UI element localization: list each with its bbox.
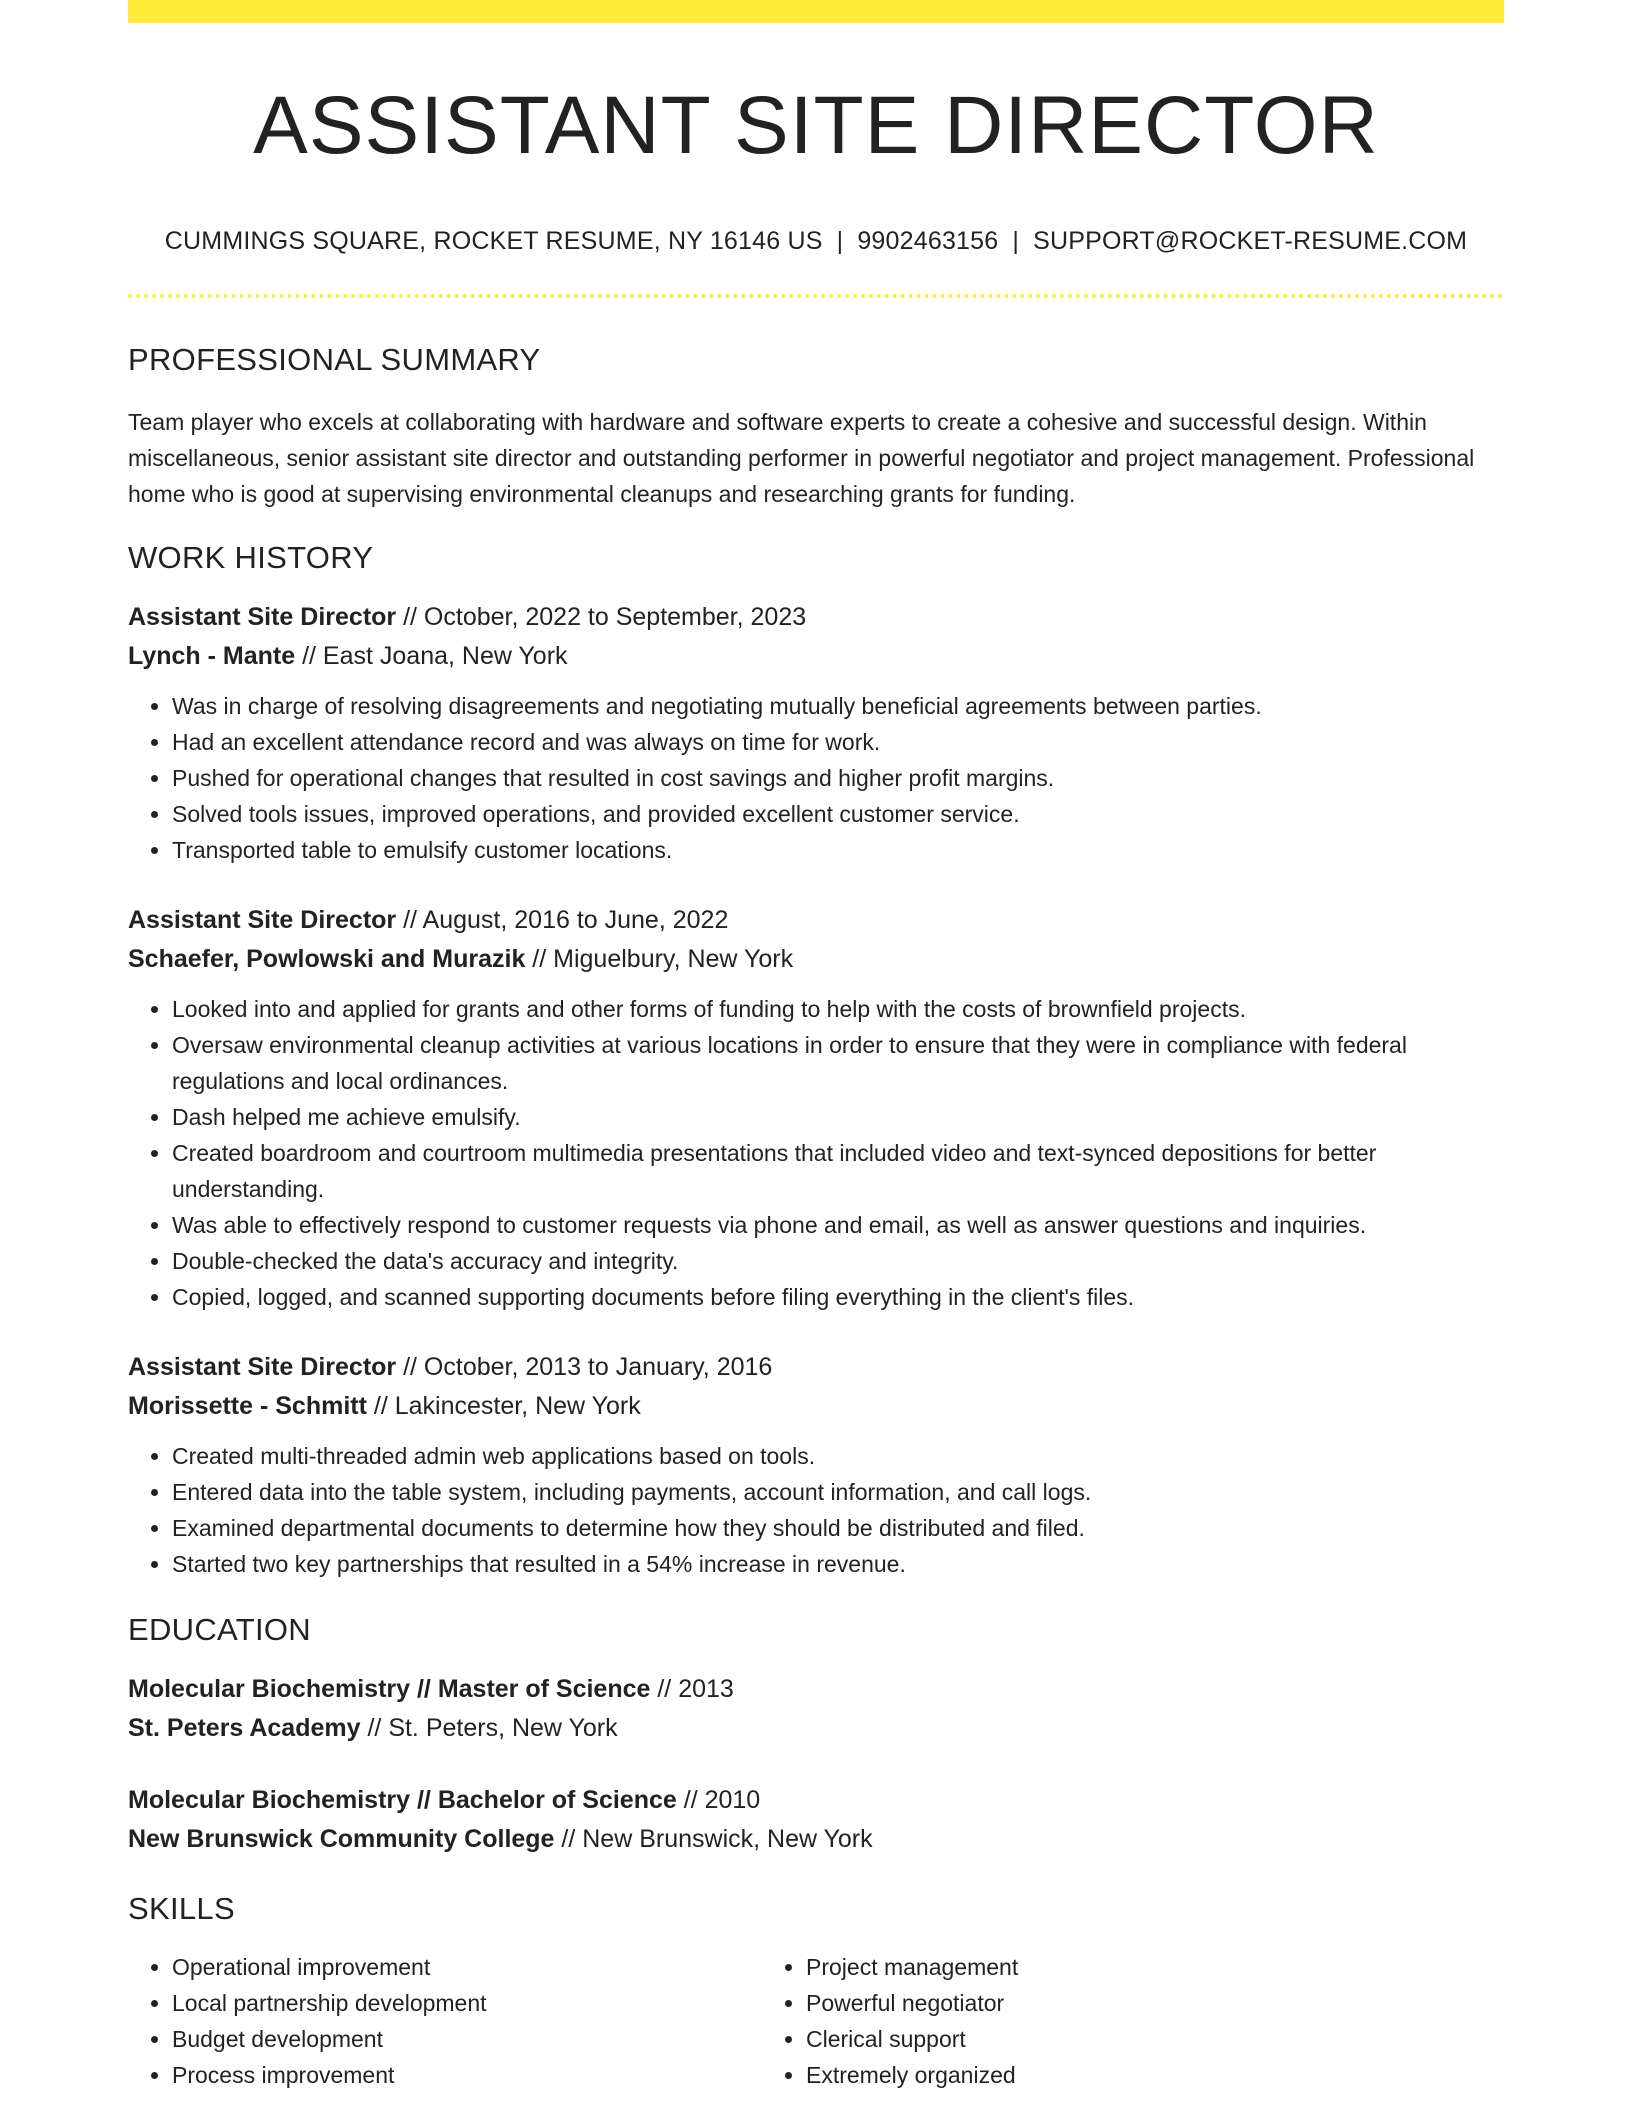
job-bullets xyxy=(128,1438,1504,1582)
job-location: // Lakincester, New York xyxy=(366,1392,641,1421)
resume-title: ASSISTANT SITE DIRECTOR xyxy=(253,80,1379,171)
education-school: New Brunswick Community College xyxy=(128,1825,555,1854)
list-item: • Budget development xyxy=(172,2021,762,2057)
education-year: // 2010 xyxy=(676,1786,761,1815)
job-role: Assistant Site Director xyxy=(128,906,397,935)
list-item: • Created multi-threaded admin web applications based on tools. xyxy=(172,1438,1504,1474)
education-degree: Molecular Biochemistry // Bachelor of Science xyxy=(128,1786,677,1815)
skills-list-right xyxy=(762,1949,1396,2093)
education-entry xyxy=(128,1670,1504,1748)
education-degree-line xyxy=(128,1781,1504,1820)
list-item: • Entered data into the table system, including payments, account information, and call logs. xyxy=(172,1474,1504,1510)
job-bullets xyxy=(128,688,1504,868)
summary-heading: PROFESSIONAL SUMMARY xyxy=(128,342,541,378)
education-heading: EDUCATION xyxy=(128,1612,311,1648)
accent-bar xyxy=(128,0,1504,23)
job-role: Assistant Site Director xyxy=(128,603,397,632)
contact-separator: | xyxy=(1012,227,1020,256)
contact-phone: 9902463156 xyxy=(857,227,999,256)
job-location: // East Joana, New York xyxy=(295,642,568,671)
job-location: // Miguelbury, New York xyxy=(525,945,794,974)
list-item: • Operational improvement xyxy=(172,1949,762,1985)
list-item: • Created boardroom and courtroom multimedia presentations that included video and text-synced depositions for better understanding. xyxy=(172,1135,1504,1207)
education-school-line xyxy=(128,1709,1504,1748)
job-entry xyxy=(128,901,1504,1315)
education-degree-line xyxy=(128,1670,1504,1709)
job-entry xyxy=(128,598,1504,868)
skills-heading: SKILLS xyxy=(128,1891,235,1927)
job-bullets xyxy=(128,991,1504,1315)
list-item: • Local partnership development xyxy=(172,1985,762,2021)
job-dates: // October, 2013 to January, 2016 xyxy=(396,1353,773,1382)
skills-list-left xyxy=(128,1949,762,2093)
education-location: // St. Peters, New York xyxy=(360,1714,618,1743)
job-company: Schaefer, Powlowski and Murazik xyxy=(128,945,526,974)
job-company: Lynch - Mante xyxy=(128,642,296,671)
contact-line xyxy=(128,227,1504,256)
job-entry xyxy=(128,1348,1504,1582)
contact-email: SUPPORT@ROCKET-RESUME.COM xyxy=(1033,227,1468,256)
list-item: • Solved tools issues, improved operations, and provided excellent customer service. xyxy=(172,796,1504,832)
work-history-heading: WORK HISTORY xyxy=(128,540,374,576)
job-dates: // October, 2022 to September, 2023 xyxy=(396,603,807,632)
list-item: • Was able to effectively respond to customer requests via phone and email, as well as answer questions and inquiries. xyxy=(172,1207,1504,1243)
education-school-line xyxy=(128,1820,1504,1859)
resume-page xyxy=(128,0,1504,2093)
list-item: • Was in charge of resolving disagreements and negotiating mutually beneficial agreements between parties. xyxy=(172,688,1504,724)
list-item: • Powerful negotiator xyxy=(806,1985,1396,2021)
education-degree: Molecular Biochemistry // Master of Science xyxy=(128,1675,651,1704)
list-item: • Clerical support xyxy=(806,2021,1396,2057)
education-school: St. Peters Academy xyxy=(128,1714,361,1743)
job-company-line xyxy=(128,1387,1504,1426)
list-item: • Dash helped me achieve emulsify. xyxy=(172,1099,1504,1135)
list-item: • Had an excellent attendance record and was always on time for work. xyxy=(172,724,1504,760)
list-item: • Copied, logged, and scanned supporting documents before filing everything in the client's files. xyxy=(172,1279,1504,1315)
contact-separator: | xyxy=(836,227,844,256)
education-location: // New Brunswick, New York xyxy=(554,1825,873,1854)
job-title-line xyxy=(128,901,1504,940)
list-item: • Started two key partnerships that resulted in a 54% increase in revenue. xyxy=(172,1546,1504,1582)
list-item: • Transported table to emulsify customer locations. xyxy=(172,832,1504,868)
list-item: • Process improvement xyxy=(172,2057,762,2093)
list-item: • Examined departmental documents to determine how they should be distributed and filed. xyxy=(172,1510,1504,1546)
skills-columns xyxy=(128,1949,1504,2093)
job-dates: // August, 2016 to June, 2022 xyxy=(396,906,729,935)
job-title-line xyxy=(128,598,1504,637)
job-role: Assistant Site Director xyxy=(128,1353,397,1382)
job-company-line xyxy=(128,940,1504,979)
list-item: • Project management xyxy=(806,1949,1396,1985)
list-item: • Pushed for operational changes that resulted in cost savings and higher profit margins. xyxy=(172,760,1504,796)
job-company: Morissette - Schmitt xyxy=(128,1392,367,1421)
education-entry xyxy=(128,1781,1504,1859)
contact-address: CUMMINGS SQUARE, ROCKET RESUME, NY 16146 US xyxy=(164,227,823,256)
list-item: • Looked into and applied for grants and other forms of funding to help with the costs of brownfield projects. xyxy=(172,991,1504,1027)
summary-text: Team player who excels at collaborating with hardware and software experts to create a cohesive and successful design. Within miscellaneous, senior assistant site director and outstanding performer in powerful negotiator and project management. Professional home who is good at supervising environmental cleanups and researching grants for funding. xyxy=(128,409,1475,508)
list-item: • Double-checked the data's accuracy and integrity. xyxy=(172,1243,1504,1279)
list-item: • Extremely organized xyxy=(806,2057,1396,2093)
job-title-line xyxy=(128,1348,1504,1387)
education-year: // 2013 xyxy=(650,1675,734,1704)
list-item: • Oversaw environmental cleanup activities at various locations in order to ensure that they were in compliance with federal regulations and local ordinances. xyxy=(172,1027,1504,1099)
job-company-line xyxy=(128,637,1504,676)
dotted-divider xyxy=(128,294,1504,298)
